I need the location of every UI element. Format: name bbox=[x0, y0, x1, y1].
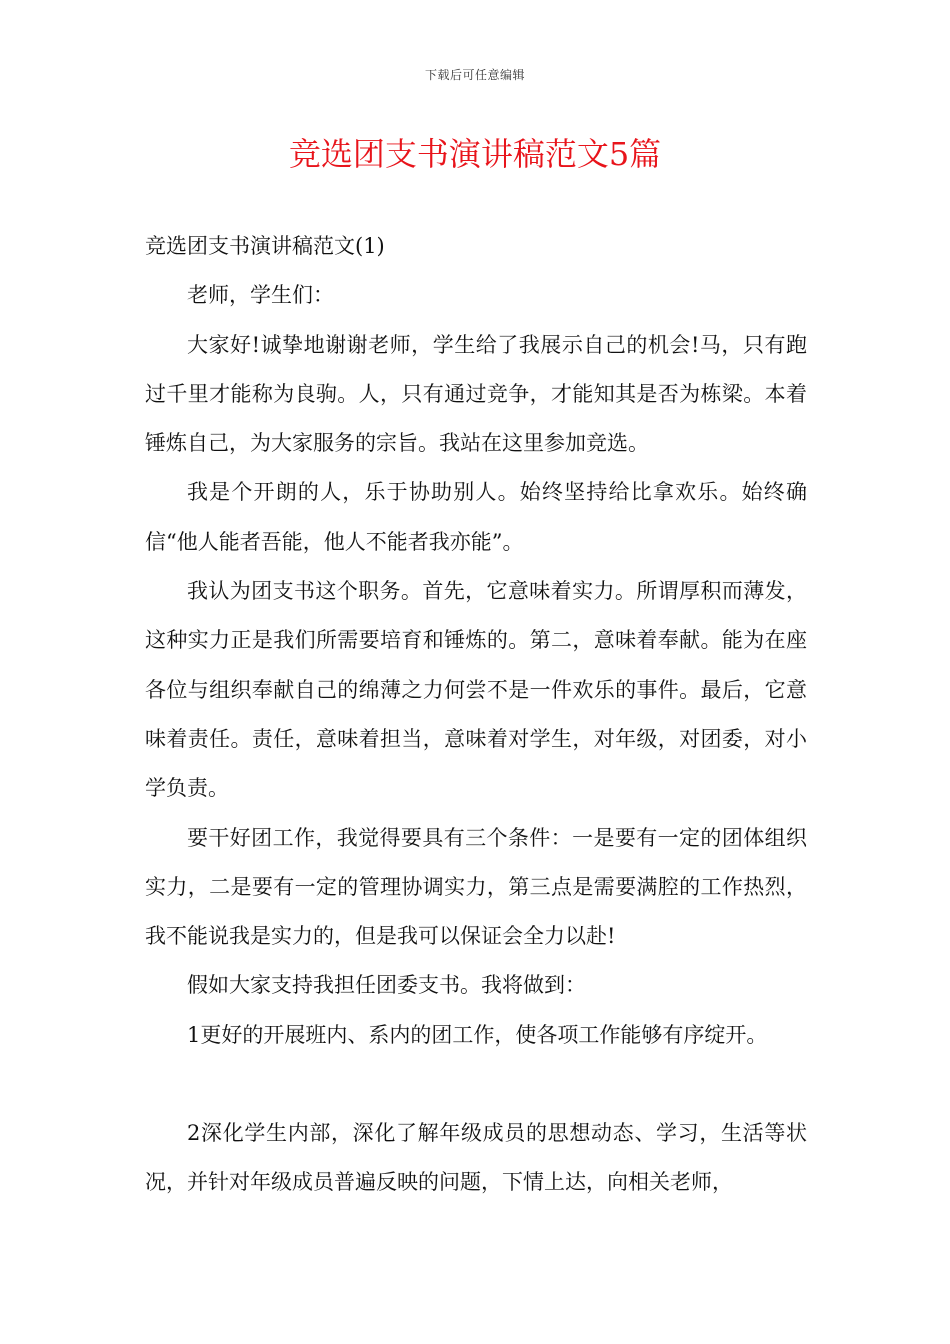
header-note: 下载后可任意编辑 bbox=[424, 68, 525, 82]
paragraph-opening: 大家好!诚挚地谢谢老师，学生给了我展示自己的机会!马，只有跑过千里才能称为良驹。人，只有通过竞争，才能知其是否为栋梁。本着锤炼自己，为大家服务的宗旨。我站在这里参加竞选。 bbox=[145, 332, 807, 456]
paragraph-role-meaning: 我认为团支书这个职务。首先，它意味着实力。所谓厚积而薄发，这种实力正是我们所需要培育和锤炼的。第二，意味着奉献。能为在座各位与组织奉献自己的绵薄之力何尝不是一件欢乐的事件。最后，它意味着责任。责任，意味着担当，意味着对学生，对年级，对团委，对小学负责。 bbox=[145, 579, 807, 801]
paragraph-conditions: 要干好团工作，我觉得要具有三个条件：一是要有一定的团体组织实力，二是要有一定的管理协调实力，第三点是需要满腔的工作热烈，我不能说我是实力的，但是我可以保证会全力以赴! bbox=[145, 825, 807, 949]
document-title: 竞选团支书演讲稿范文5篇 bbox=[288, 135, 662, 173]
paragraph-commitment-intro: 假如大家支持我担任团委支书。我将做到： bbox=[187, 973, 586, 998]
section-heading: 竞选团支书演讲稿范文(1) bbox=[145, 234, 385, 258]
document-body bbox=[145, 222, 807, 1208]
paragraph-greeting: 老师，学生们： bbox=[187, 283, 334, 308]
paragraph-commitment-2: 2深化学生内部，深化了解年级成员的思想动态、学习，生活等状况，并针对年级成员普遍反映的问题，下情上达，向相关老师， bbox=[145, 1121, 807, 1195]
paragraph-personality: 我是个开朗的人，乐于协助别人。始终坚持给比拿欢乐。始终确信“他人能者吾能，他人不能者我亦能”。 bbox=[145, 480, 807, 554]
paragraph-commitment-1: 1更好的开展班内、系内的团工作，使各项工作能够有序绽开。 bbox=[187, 1022, 768, 1047]
